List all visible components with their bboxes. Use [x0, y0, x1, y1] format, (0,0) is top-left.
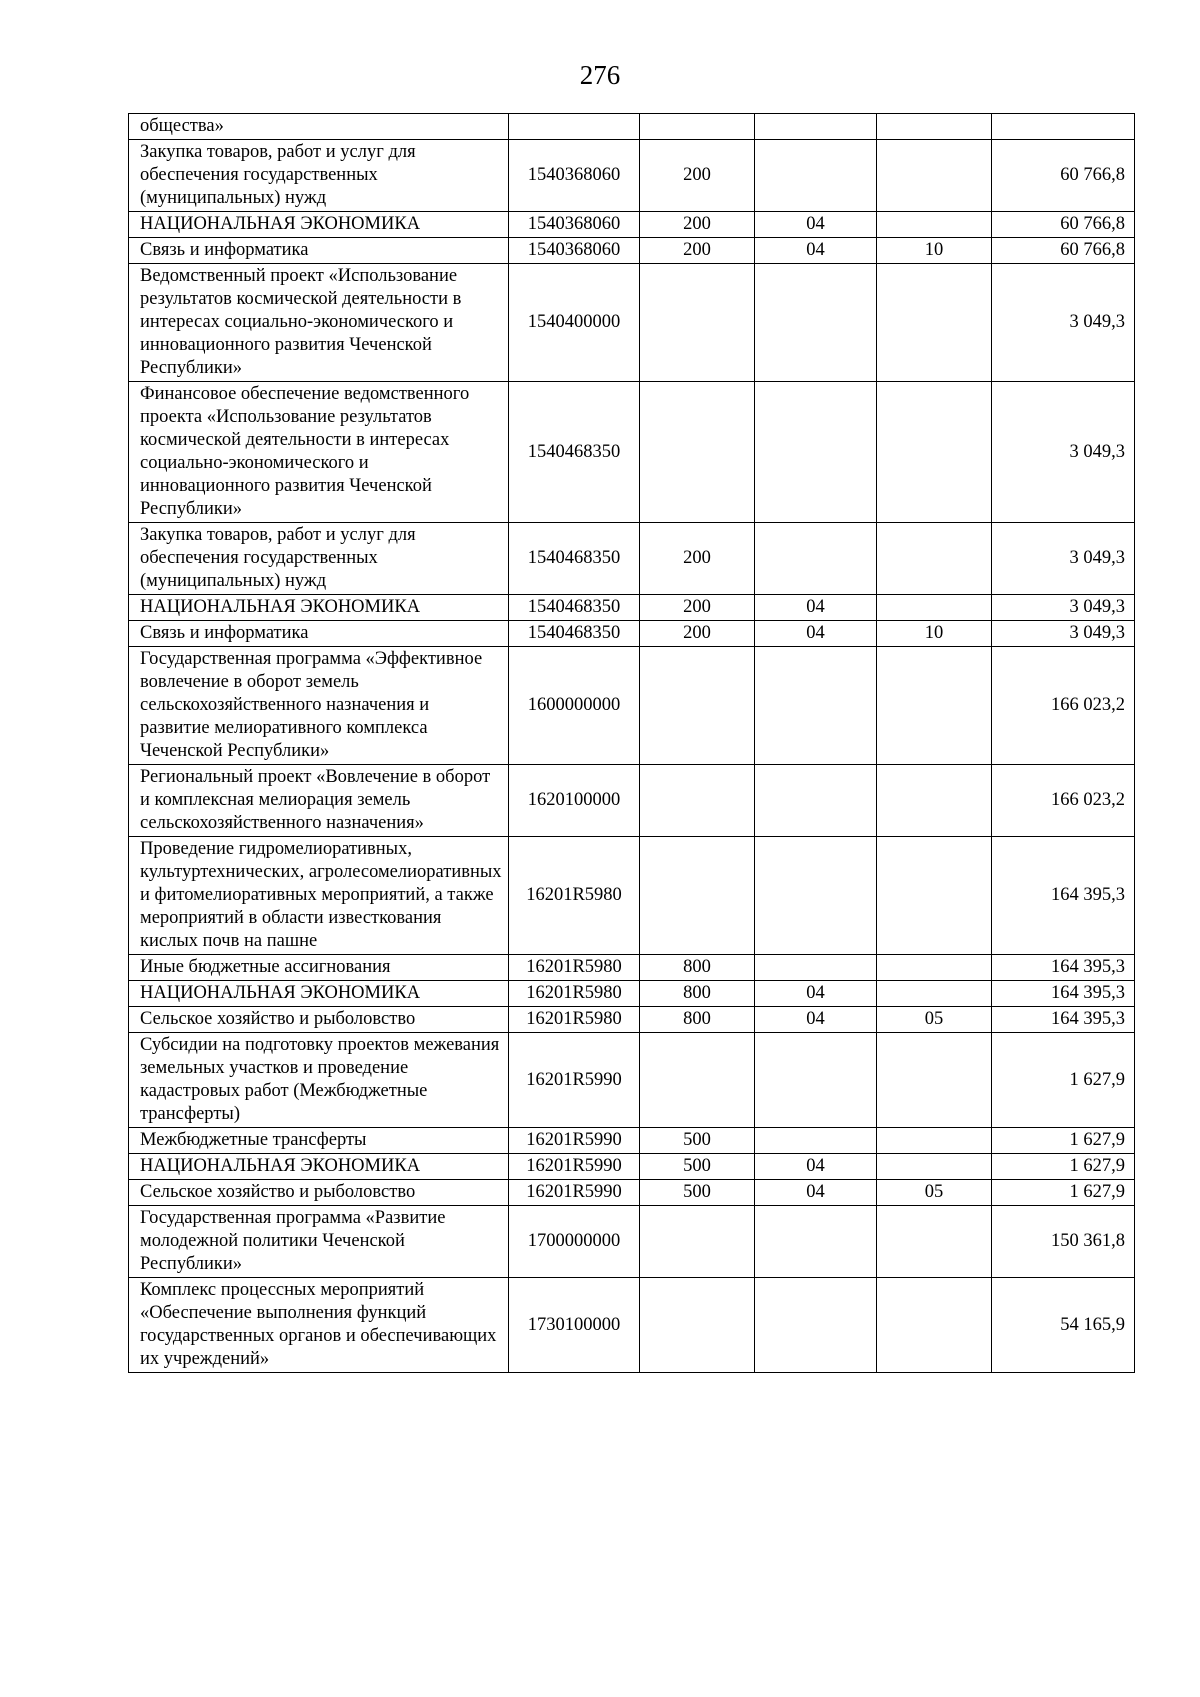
- target-article-cell: 1600000000: [509, 647, 640, 765]
- budget-table: [128, 113, 1135, 1373]
- subsection-cell: 05: [877, 1180, 992, 1206]
- subsection-cell: [877, 114, 992, 140]
- amount-cell: 1 627,9: [992, 1180, 1135, 1206]
- expense-type-cell: 500: [640, 1154, 755, 1180]
- amount-cell: 3 049,3: [992, 382, 1135, 523]
- expense-type-cell: 800: [640, 955, 755, 981]
- amount-cell: 166 023,2: [992, 647, 1135, 765]
- target-article-cell: [509, 114, 640, 140]
- subsection-cell: [877, 1278, 992, 1373]
- row-name-cell: Сельское хозяйство и рыболовство: [129, 1180, 509, 1206]
- target-article-cell: 1540468350: [509, 523, 640, 595]
- section-cell: [755, 837, 877, 955]
- subsection-cell: [877, 595, 992, 621]
- expense-type-cell: [640, 264, 755, 382]
- section-cell: 04: [755, 621, 877, 647]
- section-cell: 04: [755, 1007, 877, 1033]
- table-row: [129, 765, 1135, 837]
- table-row: [129, 264, 1135, 382]
- table-row: [129, 1007, 1135, 1033]
- target-article-cell: 16201R5990: [509, 1033, 640, 1128]
- section-cell: [755, 955, 877, 981]
- table-row: [129, 382, 1135, 523]
- target-article-cell: 16201R5980: [509, 981, 640, 1007]
- subsection-cell: [877, 1033, 992, 1128]
- expense-type-cell: 200: [640, 140, 755, 212]
- row-name-cell: Сельское хозяйство и рыболовство: [129, 1007, 509, 1033]
- expense-type-cell: 200: [640, 238, 755, 264]
- target-article-cell: 1540468350: [509, 621, 640, 647]
- target-article-cell: 1730100000: [509, 1278, 640, 1373]
- expense-type-cell: 200: [640, 595, 755, 621]
- row-name-cell: Государственная программа «Развитие молодежной политики Чеченской Республики»: [129, 1206, 509, 1278]
- table-row: [129, 212, 1135, 238]
- table-row: [129, 1180, 1135, 1206]
- subsection-cell: 05: [877, 1007, 992, 1033]
- row-name-cell: Субсидии на подготовку проектов межевания земельных участков и проведение кадастровых работ (Межбюджетные трансферты): [129, 1033, 509, 1128]
- row-name-cell: НАЦИОНАЛЬНАЯ ЭКОНОМИКА: [129, 981, 509, 1007]
- table-row: [129, 1278, 1135, 1373]
- table-row: [129, 1206, 1135, 1278]
- expense-type-cell: 500: [640, 1180, 755, 1206]
- target-article-cell: 16201R5990: [509, 1154, 640, 1180]
- amount-cell: 164 395,3: [992, 955, 1135, 981]
- table-row: [129, 523, 1135, 595]
- row-name-cell: Финансовое обеспечение ведомственного проекта «Использование результатов космической деятельности в интересах социально-экономического и инновационного развития Чеченской Республики»: [129, 382, 509, 523]
- target-article-cell: 1540368060: [509, 212, 640, 238]
- subsection-cell: [877, 264, 992, 382]
- amount-cell: 54 165,9: [992, 1278, 1135, 1373]
- row-name-cell: НАЦИОНАЛЬНАЯ ЭКОНОМИКА: [129, 1154, 509, 1180]
- table-row: [129, 647, 1135, 765]
- budget-table-body: [129, 114, 1135, 1373]
- subsection-cell: [877, 1154, 992, 1180]
- target-article-cell: 16201R5990: [509, 1128, 640, 1154]
- amount-cell: 3 049,3: [992, 621, 1135, 647]
- subsection-cell: [877, 140, 992, 212]
- subsection-cell: [877, 647, 992, 765]
- target-article-cell: 1540468350: [509, 382, 640, 523]
- expense-type-cell: [640, 1278, 755, 1373]
- row-name-cell: Закупка товаров, работ и услуг для обеспечения государственных (муниципальных) нужд: [129, 523, 509, 595]
- expense-type-cell: 800: [640, 1007, 755, 1033]
- target-article-cell: 16201R5980: [509, 1007, 640, 1033]
- target-article-cell: 1540368060: [509, 238, 640, 264]
- row-name-cell: НАЦИОНАЛЬНАЯ ЭКОНОМИКА: [129, 595, 509, 621]
- amount-cell: 164 395,3: [992, 981, 1135, 1007]
- table-row: [129, 595, 1135, 621]
- amount-cell: 3 049,3: [992, 595, 1135, 621]
- expense-type-cell: [640, 1033, 755, 1128]
- table-row: [129, 955, 1135, 981]
- table-row: [129, 1033, 1135, 1128]
- amount-cell: 60 766,8: [992, 212, 1135, 238]
- target-article-cell: 1620100000: [509, 765, 640, 837]
- target-article-cell: 16201R5990: [509, 1180, 640, 1206]
- row-name-cell: Связь и информатика: [129, 238, 509, 264]
- section-cell: [755, 1278, 877, 1373]
- section-cell: 04: [755, 238, 877, 264]
- row-name-cell: Комплекс процессных мероприятий «Обеспечение выполнения функций государственных органов и обеспечивающих их учреждений»: [129, 1278, 509, 1373]
- table-row: [129, 1128, 1135, 1154]
- section-cell: [755, 1033, 877, 1128]
- row-name-cell: НАЦИОНАЛЬНАЯ ЭКОНОМИКА: [129, 212, 509, 238]
- subsection-cell: [877, 981, 992, 1007]
- target-article-cell: 1700000000: [509, 1206, 640, 1278]
- target-article-cell: 16201R5980: [509, 837, 640, 955]
- amount-cell: 150 361,8: [992, 1206, 1135, 1278]
- amount-cell: 60 766,8: [992, 140, 1135, 212]
- row-name-cell: Проведение гидромелиоративных, культуртехнических, агролесомелиоративных и фитомелиоративных мероприятий, а также мероприятий в области известкования кислых почв на пашне: [129, 837, 509, 955]
- subsection-cell: [877, 955, 992, 981]
- section-cell: [755, 647, 877, 765]
- table-row: [129, 114, 1135, 140]
- expense-type-cell: [640, 1206, 755, 1278]
- amount-cell: 164 395,3: [992, 1007, 1135, 1033]
- expense-type-cell: 200: [640, 523, 755, 595]
- section-cell: 04: [755, 1180, 877, 1206]
- table-row: [129, 981, 1135, 1007]
- section-cell: 04: [755, 595, 877, 621]
- subsection-cell: 10: [877, 238, 992, 264]
- expense-type-cell: 500: [640, 1128, 755, 1154]
- section-cell: [755, 140, 877, 212]
- expense-type-cell: 800: [640, 981, 755, 1007]
- row-name-cell: Закупка товаров, работ и услуг для обеспечения государственных (муниципальных) нужд: [129, 140, 509, 212]
- section-cell: 04: [755, 212, 877, 238]
- table-row: [129, 837, 1135, 955]
- subsection-cell: [877, 765, 992, 837]
- amount-cell: 3 049,3: [992, 264, 1135, 382]
- target-article-cell: 1540400000: [509, 264, 640, 382]
- expense-type-cell: [640, 837, 755, 955]
- row-name-cell: Ведомственный проект «Использование результатов космической деятельности в интересах социально-экономического и инновационного развития Чеченской Республики»: [129, 264, 509, 382]
- expense-type-cell: [640, 647, 755, 765]
- section-cell: 04: [755, 1154, 877, 1180]
- section-cell: [755, 114, 877, 140]
- expense-type-cell: [640, 382, 755, 523]
- subsection-cell: [877, 1206, 992, 1278]
- subsection-cell: 10: [877, 621, 992, 647]
- section-cell: 04: [755, 981, 877, 1007]
- subsection-cell: [877, 1128, 992, 1154]
- section-cell: [755, 382, 877, 523]
- expense-type-cell: 200: [640, 212, 755, 238]
- amount-cell: 1 627,9: [992, 1128, 1135, 1154]
- row-name-cell: Государственная программа «Эффективное вовлечение в оборот земель сельскохозяйственного назначения и развитие мелиоративного комплекса Чеченской Республики»: [129, 647, 509, 765]
- subsection-cell: [877, 382, 992, 523]
- section-cell: [755, 523, 877, 595]
- subsection-cell: [877, 523, 992, 595]
- table-row: [129, 621, 1135, 647]
- expense-type-cell: [640, 765, 755, 837]
- expense-type-cell: 200: [640, 621, 755, 647]
- row-name-cell: общества»: [129, 114, 509, 140]
- amount-cell: 164 395,3: [992, 837, 1135, 955]
- amount-cell: 1 627,9: [992, 1033, 1135, 1128]
- table-row: [129, 140, 1135, 212]
- row-name-cell: Иные бюджетные ассигнования: [129, 955, 509, 981]
- target-article-cell: 1540468350: [509, 595, 640, 621]
- row-name-cell: Межбюджетные трансферты: [129, 1128, 509, 1154]
- amount-cell: 1 627,9: [992, 1154, 1135, 1180]
- page-number: 276: [579, 60, 621, 90]
- section-cell: [755, 1128, 877, 1154]
- amount-cell: 166 023,2: [992, 765, 1135, 837]
- section-cell: [755, 1206, 877, 1278]
- row-name-cell: Региональный проект «Вовлечение в оборот и комплексная мелиорация земель сельскохозяйственного назначения»: [129, 765, 509, 837]
- table-row: [129, 238, 1135, 264]
- subsection-cell: [877, 212, 992, 238]
- target-article-cell: 16201R5980: [509, 955, 640, 981]
- subsection-cell: [877, 837, 992, 955]
- amount-cell: 60 766,8: [992, 238, 1135, 264]
- amount-cell: 3 049,3: [992, 523, 1135, 595]
- table-row: [129, 1154, 1135, 1180]
- amount-cell: [992, 114, 1135, 140]
- section-cell: [755, 264, 877, 382]
- row-name-cell: Связь и информатика: [129, 621, 509, 647]
- target-article-cell: 1540368060: [509, 140, 640, 212]
- expense-type-cell: [640, 114, 755, 140]
- section-cell: [755, 765, 877, 837]
